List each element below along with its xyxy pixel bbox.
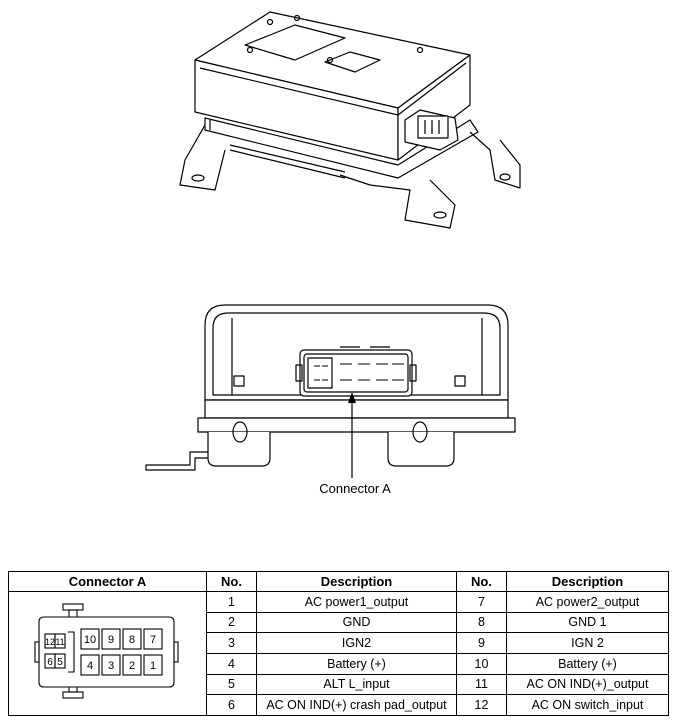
pin-number: 10 — [457, 653, 507, 674]
pin-label-4: 4 — [86, 660, 94, 672]
pin-label-12: 12 — [44, 637, 56, 647]
pin-description: AC ON switch_input — [507, 695, 669, 716]
table-row — [9, 592, 669, 613]
table-header-row — [9, 572, 669, 592]
pin-number: 4 — [207, 653, 257, 674]
pin-description: GND — [257, 612, 457, 633]
header-no-2: No. — [457, 572, 507, 592]
callout-label-connector-a: Connector A — [319, 481, 391, 496]
header-description-1: Description — [257, 572, 457, 592]
pin-number: 2 — [207, 612, 257, 633]
header-no-1: No. — [207, 572, 257, 592]
pin-label-6: 6 — [47, 657, 53, 668]
connector-face-cell — [9, 592, 207, 716]
pin-description: AC ON IND(+)_output — [507, 674, 669, 695]
pin-description: IGN2 — [257, 633, 457, 654]
pin-number: 8 — [457, 612, 507, 633]
pin-description: GND 1 — [507, 612, 669, 633]
pin-description: AC power1_output — [257, 592, 457, 613]
pin-number: 5 — [207, 674, 257, 695]
pin-label-7: 7 — [149, 634, 157, 646]
pin-label-8: 8 — [128, 634, 136, 646]
module-isometric-view — [180, 12, 520, 228]
header-description-2: Description — [507, 572, 669, 592]
pin-description: AC ON IND(+) crash pad_output — [257, 695, 457, 716]
header-connector: Connector A — [9, 572, 207, 592]
pin-table — [8, 571, 669, 716]
pin-label-2: 2 — [128, 660, 136, 672]
pin-description: Battery (+) — [507, 653, 669, 674]
pin-label-3: 3 — [107, 660, 115, 672]
pin-number: 3 — [207, 633, 257, 654]
pin-number: 1 — [207, 592, 257, 613]
pin-label-10: 10 — [83, 634, 97, 646]
pin-label-5: 5 — [57, 657, 63, 668]
pin-description: IGN 2 — [507, 633, 669, 654]
pin-description: ALT L_input — [257, 674, 457, 695]
module-front-view — [146, 305, 515, 470]
connector-face-diagram — [9, 592, 207, 712]
pin-number: 11 — [457, 674, 507, 695]
pin-label-11: 11 — [55, 637, 65, 647]
pin-number: 7 — [457, 592, 507, 613]
pin-label-9: 9 — [107, 634, 115, 646]
pin-label-1: 1 — [149, 660, 157, 672]
pin-description: AC power2_output — [507, 592, 669, 613]
pin-description: Battery (+) — [257, 653, 457, 674]
pin-number: 9 — [457, 633, 507, 654]
pin-number: 12 — [457, 695, 507, 716]
pin-number: 6 — [207, 695, 257, 716]
